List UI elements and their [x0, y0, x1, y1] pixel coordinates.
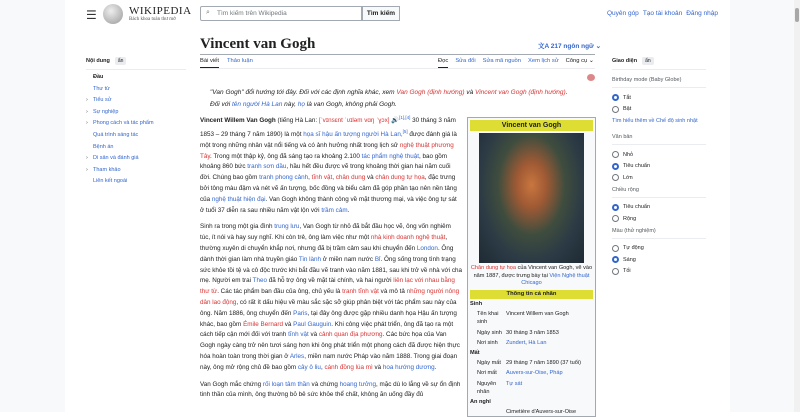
text-run: 🔊: [389, 117, 400, 125]
self-portrait-image[interactable]: [479, 133, 584, 263]
toc-item[interactable]: [86, 120, 186, 132]
wikipedia-logo[interactable]: [103, 4, 192, 24]
hatnote: [210, 87, 595, 111]
inline-link[interactable]: Pháp: [549, 370, 563, 376]
main-menu-icon[interactable]: ☰: [86, 8, 97, 22]
search-input[interactable]: [200, 6, 362, 21]
inline-link[interactable]: [5]: [402, 128, 408, 134]
inline-link[interactable]: tên người Hà Lan: [232, 101, 283, 108]
text-run: này,: [282, 101, 298, 108]
text-run: ,: [546, 370, 550, 376]
text-run: (tiếng Hà Lan:: [275, 117, 319, 125]
radio-checked-icon[interactable]: [612, 256, 619, 263]
tabs-divider: [200, 68, 595, 69]
infobox-row: [470, 329, 593, 338]
toc-item-label: Đầu: [93, 74, 104, 80]
text-run: , bao gồm khoảng 860 bức: [200, 152, 448, 171]
toc-item[interactable]: [86, 155, 186, 167]
text-run: ,: [308, 174, 312, 182]
toc-item[interactable]: [86, 74, 186, 86]
infobox-label: Ngày mất: [477, 359, 501, 366]
toc-hide-button[interactable]: ẩn: [115, 57, 127, 65]
inline-link[interactable]: hoa hướng dương: [382, 363, 435, 371]
create-account-link[interactable]: Tạo tài khoản: [642, 10, 683, 17]
inline-link[interactable]: tranh phong cảnh: [259, 174, 309, 182]
globe-icon: [103, 4, 123, 24]
radio-unchecked-icon[interactable]: [612, 174, 619, 181]
text-run: , hầu hết đều được vẽ trong khoảng thời gian hai năm cuối đời. Chúng bao gồm: [200, 163, 451, 182]
inline-link[interactable]: Tin lành: [298, 255, 322, 263]
text-run: của Vincent van Gogh, vẽ vào năm 1887, được trưng bày tại: [473, 265, 593, 279]
appearance-group-label: Chiều rộng: [612, 184, 706, 198]
radio-option[interactable]: [612, 149, 706, 161]
inline-link[interactable]: tĩnh vật: [288, 331, 309, 339]
toc-item-label: Phong cách và tác phẩm: [93, 120, 154, 127]
radio-unchecked-icon[interactable]: [612, 106, 619, 113]
paragraph: [200, 113, 462, 216]
radio-unchecked-icon[interactable]: [612, 268, 619, 275]
radio-unchecked-icon[interactable]: [612, 245, 619, 252]
chevron-right-icon[interactable]: ›: [86, 120, 88, 127]
text-run: 29 tháng 7 năm 1890 (37 tuổi): [506, 359, 581, 366]
inline-link[interactable]: liên lạc với nhau bằng thư từ: [200, 277, 455, 296]
text-run: .: [434, 363, 437, 371]
infobox-value: [502, 329, 559, 338]
paragraph: [200, 222, 462, 373]
radio-label: Bật: [623, 106, 632, 113]
appearance-hide-button[interactable]: ẩn: [642, 57, 654, 65]
tools-label: Công cụ: [565, 58, 588, 64]
tab-edit[interactable]: Sửa đổi: [455, 58, 476, 64]
hatnote-line: [210, 87, 595, 99]
inline-link[interactable]: cây ô liu: [297, 363, 321, 371]
logo-tagline: Bách khoa toàn thư mở: [129, 17, 176, 22]
infobox-row: [470, 369, 593, 378]
toc-item-label: Tham khảo: [93, 166, 121, 173]
text-run: , có rất ít dấu hiệu về màu sắc sặc sỡ giúp phân biệt với tác phẩm sau này của ông. Năm 1886, ông chuyển đến: [200, 298, 457, 317]
radio-label: Tiêu chuẩn: [623, 204, 651, 211]
image-caption: [470, 265, 593, 288]
text-run: . Các tác phẩm ban đầu của ông, chủ yếu là: [217, 288, 343, 296]
infobox-value: [502, 369, 563, 378]
appearance-heading: Giao diện: [612, 58, 638, 64]
infobox-group-heading: Mất: [470, 349, 480, 356]
text-run: , miền nam nước Pháp vào năm 1888. Trong giai đoạn này, ông mở rộng chủ đề bao gồm: [200, 352, 458, 371]
infobox-row: [470, 339, 593, 348]
inline-link[interactable]: Vincent van Gogh (định hướng): [475, 89, 566, 96]
inline-link[interactable]: họa sĩ hậu ấn tượng người Hà Lan,: [303, 130, 403, 138]
tab-history[interactable]: Xem lịch sử: [528, 58, 559, 64]
text-run: 30 tháng 3 năm 1853 – 29 tháng 7 năm 1890) là một: [200, 117, 456, 138]
inline-link[interactable]: [ˈvɪnsɛnt ˈʋɪləm vɑŋ ˈɣɔx]: [318, 117, 390, 125]
infobox-value: [502, 380, 522, 397]
text-run: . Ông dành thời gian làm nhà truyền giáo: [200, 244, 454, 263]
login-link[interactable]: Đăng nhập: [686, 10, 719, 17]
inline-link[interactable]: chân dung tự họa: [375, 174, 425, 182]
inline-link[interactable]: tĩnh vật: [311, 174, 333, 182]
radio-label: Tự động: [623, 245, 644, 252]
logo-wordmark: WIKIPEDIA: [129, 5, 192, 17]
radio-checked-icon[interactable]: [612, 163, 619, 170]
inline-link[interactable]: Bỉ: [374, 255, 381, 263]
text-run: . Van Gogh không thành công về mặt thương mại, và việc ông tự sát ở tuổi 37 diễn ra sau nhiều năm vật lộn với: [200, 195, 457, 214]
inline-link[interactable]: London: [416, 244, 438, 252]
inline-link[interactable]: tranh tĩnh vật: [342, 288, 379, 296]
radio-label: Rộng: [623, 215, 637, 222]
chevron-right-icon[interactable]: ›: [86, 97, 88, 104]
toc-item-label: Sự nghiệp: [93, 108, 119, 115]
text-run: .: [565, 89, 568, 96]
text-run: và: [308, 331, 319, 339]
text-run: . Trong một thập kỷ, ông đã sáng tạo ra khoảng 2.100: [210, 152, 362, 160]
inline-link[interactable]: trung lưu: [274, 223, 300, 231]
infobox-row: [470, 310, 593, 327]
inline-link[interactable]: cảnh quan địa phương: [318, 331, 383, 339]
tab-talk[interactable]: Thảo luận: [227, 58, 253, 64]
good-article-icon[interactable]: [587, 74, 595, 81]
search-button[interactable]: Tìm kiếm: [362, 6, 400, 21]
text-run: ,: [332, 174, 336, 182]
toc-item[interactable]: [86, 86, 186, 98]
radio-option[interactable]: [612, 202, 706, 214]
learn-more-link[interactable]: Tìm hiểu thêm về Chế độ sinh nhật: [612, 118, 698, 124]
inline-link[interactable]: Theo: [252, 277, 268, 285]
appearance-panel: [612, 57, 706, 277]
radio-option[interactable]: [612, 243, 706, 255]
inline-link[interactable]: Arles: [289, 352, 305, 360]
namespace-tabs: [200, 58, 253, 68]
radio-option[interactable]: [612, 213, 706, 225]
inline-link[interactable]: Auvers-sur-Oise: [506, 370, 547, 376]
text-run: và mô tả: [378, 288, 407, 296]
inline-link[interactable]: Van Gogh (định hướng): [396, 89, 465, 96]
chevron-right-icon[interactable]: ›: [86, 166, 88, 173]
text-run: , mặc dù lo lắng về sự ổn định tinh thần của mình, ông thường bỏ bê sức khỏe thể chất, không ăn uống đầy đủ: [200, 380, 461, 399]
inline-link[interactable]: cánh đồng lúa mì: [324, 363, 373, 371]
infobox-title: Vincent van Gogh: [470, 120, 593, 131]
text-run: và chứng: [309, 380, 340, 388]
search-placeholder: Tìm kiếm trên Wikipedia: [217, 10, 287, 17]
radio-option[interactable]: [612, 266, 706, 278]
infobox-value: [502, 339, 546, 348]
inline-link[interactable]: Tự sát: [506, 380, 523, 387]
infobox-label: Nơi mất: [477, 370, 497, 376]
radio-checked-icon[interactable]: [612, 204, 619, 211]
search-icon: ⌕: [206, 9, 210, 16]
inline-link[interactable]: trầm cảm: [321, 206, 348, 214]
text-run: ,: [525, 340, 529, 346]
text-run: , thường xuyên di chuyển khắp nơi, nhưng đã bị trầm cảm sau khi chuyển đến: [200, 234, 448, 252]
infobox-section-header: Thông tin cá nhân: [470, 290, 593, 299]
text-run: đã hỗ trợ ông về mặt tài chính, và hai người: [267, 277, 394, 285]
hatnote-line: [210, 99, 595, 111]
infobox-label: Tên khai sinh: [477, 310, 499, 325]
inline-link[interactable]: tác phẩm nghệ thuật: [361, 152, 420, 160]
radio-checked-icon[interactable]: [612, 94, 619, 101]
infobox: [467, 117, 596, 417]
toc-item[interactable]: [86, 144, 186, 156]
toc-item[interactable]: [86, 132, 186, 144]
text-run: và: [464, 89, 476, 96]
radio-option[interactable]: [612, 161, 706, 173]
appearance-group-label: Màu (thử nghiệm): [612, 225, 706, 239]
text-run: Vincent Willem Van Gogh: [200, 117, 276, 125]
toc-item[interactable]: [86, 167, 186, 179]
text-run: được đánh giá là một trong những nhân vật nổi tiếng và có ảnh hưởng nhất trong lịch sử: [200, 130, 457, 149]
translate-icon: 文A: [538, 43, 551, 50]
inline-link[interactable]: tranh sơn dầu: [247, 163, 287, 171]
toc-item[interactable]: [86, 109, 186, 121]
page-title: Vincent van Gogh: [200, 36, 316, 52]
title-divider: [200, 54, 595, 55]
inline-link[interactable]: nhà kinh doanh nghệ thuật: [370, 234, 446, 242]
tab-edit-source[interactable]: Sửa mã nguồn: [482, 58, 522, 64]
text-run: ,: [320, 363, 325, 371]
article-body: [200, 113, 462, 407]
inline-link[interactable]: những người nông dân lao động: [200, 288, 460, 306]
text-run: "Van Gogh" đổi hướng tới đây. Đối với các định nghĩa khác, xem: [210, 89, 397, 96]
radio-label: Nhỏ: [623, 151, 634, 158]
text-run: Cimetière d'Auvers-sur-Oise: [506, 408, 577, 415]
text-run: và: [372, 363, 383, 371]
inline-link[interactable]: [1],[4]: [399, 115, 411, 120]
language-count: 217 ngôn ngữ: [550, 43, 594, 50]
toc-item[interactable]: [86, 178, 186, 190]
inline-link[interactable]: nghệ thuật hiện đại: [211, 195, 266, 203]
radio-label: Tắt: [623, 94, 631, 101]
infobox-label: Nguyên nhân: [477, 380, 497, 395]
infobox-label: Ngày sinh: [477, 329, 502, 336]
paragraph: [200, 380, 462, 402]
right-gutter: [730, 0, 800, 412]
radio-label: Lớn: [623, 174, 633, 181]
toc-item-label: Tiểu sử: [93, 97, 112, 104]
inline-link[interactable]: Paul Gauguin: [293, 320, 332, 328]
radio-option[interactable]: [612, 254, 706, 266]
infobox-value: [502, 310, 569, 327]
radio-unchecked-icon[interactable]: [612, 151, 619, 158]
text-run: Van Gogh mắc chứng: [200, 380, 263, 388]
infobox-row: [470, 380, 593, 397]
text-run: . Các bức họa của Van Gogh ngày càng trở nên tươi sáng hơn khi ông phát triển một phong cách đã được hiện thực hóa hoàn toàn trong thời gian ở: [200, 331, 460, 360]
inline-link[interactable]: Viện Nghệ thuật Chicago: [521, 272, 590, 286]
scrollbar[interactable]: [794, 0, 800, 412]
toc-heading: Nội dung: [86, 58, 110, 64]
inline-link[interactable]: hoang tưởng: [339, 380, 376, 388]
text-run: Vincent Willem van Gogh: [506, 310, 569, 317]
text-run: . Ông sống trong tình trạng sức khỏe tồi tệ và cô độc trước khi bắt đầu vẽ tranh vào năm 1881, sau khi trở về nhà với cha mẹ. Người em trai: [200, 255, 462, 285]
inline-link[interactable]: chân dung: [335, 174, 366, 182]
text-run: và: [365, 174, 376, 182]
text-run: 30 tháng 3 năm 1853: [506, 329, 559, 336]
radio-label: Tối: [623, 268, 631, 275]
inline-link[interactable]: Hà Lan: [528, 340, 547, 346]
inline-link[interactable]: Chân dung tự họa: [470, 265, 517, 271]
user-links: [607, 10, 718, 17]
toc-item-label: Liên kết ngoài: [93, 178, 128, 185]
scrollbar-thumb[interactable]: [795, 8, 799, 22]
radio-option[interactable]: [612, 172, 706, 184]
infobox-group-heading: An nghỉ: [470, 398, 491, 405]
tab-read[interactable]: Đọc: [438, 58, 448, 68]
inline-link[interactable]: Zundert: [506, 340, 526, 346]
chevron-right-icon[interactable]: ›: [86, 155, 88, 162]
inline-link[interactable]: rối loạn tâm thần: [262, 380, 310, 388]
infobox-row: [470, 359, 593, 368]
text-run: Đối với: [210, 101, 232, 108]
text-run: ở miền nam nước: [321, 255, 375, 263]
inline-link[interactable]: họ: [297, 101, 305, 108]
toc-item[interactable]: [86, 97, 186, 109]
table-of-contents: [86, 57, 186, 190]
text-run: .: [347, 206, 350, 214]
radio-label: Sáng: [623, 256, 636, 263]
text-run: . Khi công việc phát triển, ông đã tạo ra một cách tiếp cận mới đối với tranh: [200, 320, 454, 339]
infobox-group-heading: Sinh: [470, 300, 483, 307]
text-run: , tại đây ông được gặp nhiều danh họa Hậu ấn tượng khác, bao gồm: [200, 309, 457, 328]
toc-item-label: Thư từ: [93, 85, 110, 92]
appearance-group-label: Văn bản: [612, 131, 706, 145]
radio-option[interactable]: [612, 92, 706, 104]
toc-item-label: Bệnh án: [93, 143, 114, 150]
language-button[interactable]: 文A 217 ngôn ngữ ⌄: [538, 43, 602, 50]
inline-link[interactable]: nghệ thuật phương Tây: [200, 141, 454, 160]
inline-link[interactable]: Émile Bernard: [243, 320, 283, 328]
infobox-label: Nơi sinh: [477, 340, 498, 346]
donate-link[interactable]: Quyên góp: [607, 10, 639, 17]
inline-link[interactable]: Paris: [293, 309, 308, 317]
view-tabs: [438, 58, 594, 68]
text-run: , Van Gogh từ nhỏ đã bắt đầu học vẽ, ông vốn nghiêm túc, ít nói và hay suy nghĩ. Khi còn trẻ, ông làm việc như một: [200, 223, 451, 242]
radio-label: Tiêu chuẩn: [623, 163, 651, 170]
left-gutter: [0, 0, 65, 412]
chevron-right-icon[interactable]: ›: [86, 108, 88, 115]
radio-unchecked-icon[interactable]: [612, 215, 619, 222]
infobox-value: [502, 359, 581, 368]
text-run: là van Gogh, không phải Gogh.: [305, 101, 397, 108]
radio-option[interactable]: [612, 104, 706, 116]
appearance-group-label: Birthday mode (Baby Globe): [612, 74, 706, 88]
toc-item-label: Quá trình sáng tác: [93, 131, 139, 138]
text-run: Sinh ra trong một gia đình: [200, 223, 275, 231]
toc-item-label: Di sản và đánh giá: [93, 155, 139, 162]
text-run: , đặc trưng bởi tông màu đậm và nét vẽ ấn tượng, bốc đồng và biểu cảm đã góp phần tạo nên nền tảng của: [200, 174, 457, 203]
tab-article[interactable]: Bài viết: [200, 58, 219, 68]
text-run: và: [282, 320, 294, 328]
tools-menu[interactable]: Công cụ ⌄: [565, 58, 594, 64]
